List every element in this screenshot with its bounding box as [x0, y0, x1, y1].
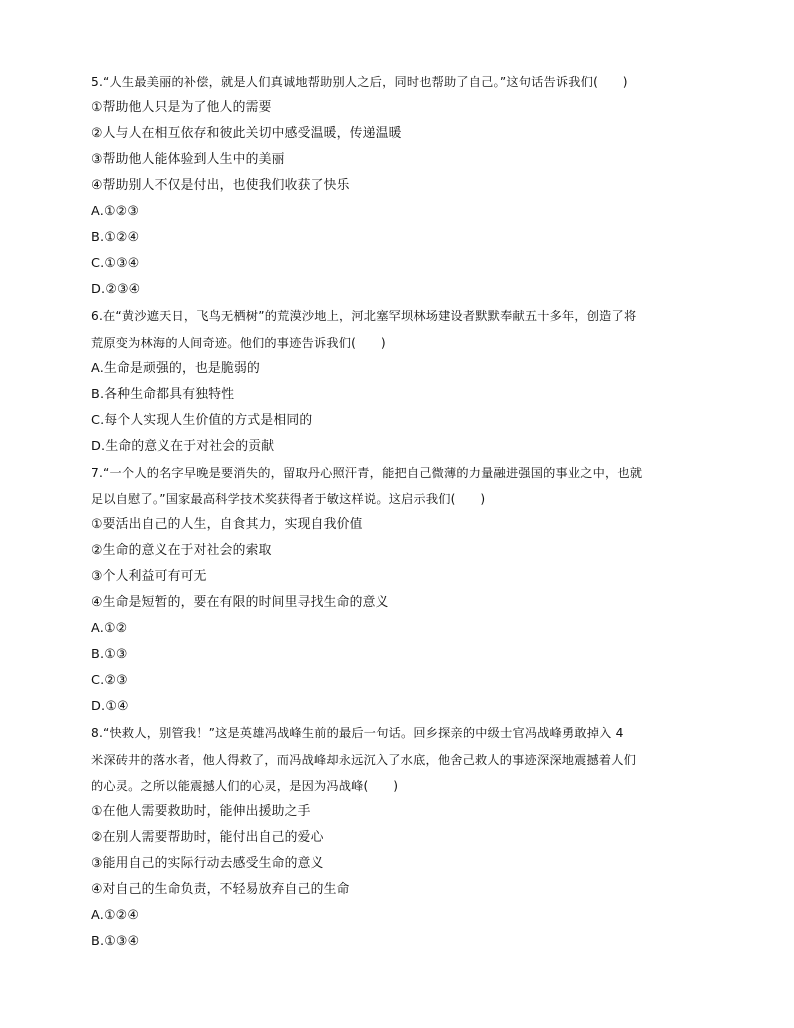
- option-a: A.生命是顽强的，也是脆弱的: [91, 360, 260, 376]
- statement: ③能用自己的实际行动去感受生命的意义: [91, 856, 324, 871]
- option-d: D.②③④: [91, 282, 141, 297]
- statement: ②在别人需要帮助时，能付出自己的爱心: [91, 830, 324, 845]
- option-a: A.①②③: [91, 204, 140, 219]
- statement: ①帮助他人只是为了他人的需要: [91, 100, 272, 115]
- question-5: [91, 69, 703, 303]
- statement: ②人与人在相互依存和彼此关切中感受温暖，传递温暖: [91, 126, 402, 141]
- question-stem: 8.“快救人，别管我！”这是英雄冯战峰生前的最后一句话。回乡探亲的中级士官冯战峰勇敢掉入 4: [91, 726, 624, 740]
- statement: ①要活出自己的人生，自食其力，实现自我价值: [91, 517, 363, 532]
- option-d: D.①④: [91, 699, 129, 714]
- question-stem: 荒原变为林海的人间奇迹。他们的事迹告诉我们( ): [91, 335, 386, 350]
- question-stem: 5.“人生最美丽的补偿，就是人们真诚地帮助别人之后，同时也帮助了自己。”这句话告诉我们( ): [91, 75, 628, 89]
- question-stem: 的心灵。之所以能震撼人们的心灵，是因为冯战峰( ): [91, 779, 399, 793]
- question-stem: 米深砖井的落水者，他人得救了，而冯战峰却永远沉入了水底，他舍己救人的事迹深深地震撼着人们: [91, 752, 637, 767]
- option-a: A.①②: [91, 621, 128, 636]
- question-stem: 7.“一个人的名字早晚是要消失的，留取丹心照汗青，能把自己微薄的力量融进强国的事业之中，也就: [91, 465, 643, 480]
- statement: ③个人利益可有可无: [91, 569, 207, 584]
- option-b: B.各种生命都具有独特性: [91, 386, 235, 402]
- option-a: A.①②④: [91, 908, 140, 923]
- question-7: [91, 460, 703, 721]
- option-b: B.①③: [91, 647, 128, 662]
- question-6: [91, 303, 703, 460]
- statement: ④帮助别人不仅是付出，也使我们收获了快乐: [91, 178, 350, 193]
- statement: ④生命是短暂的，要在有限的时间里寻找生命的意义: [91, 595, 389, 610]
- option-c: C.①③④: [91, 256, 140, 271]
- option-b: B.①③④: [91, 934, 140, 949]
- option-c: C.②③: [91, 673, 128, 688]
- statement: ②生命的意义在于对社会的索取: [91, 543, 272, 558]
- option-c: C.每个人实现人生价值的方式是相同的: [91, 412, 313, 428]
- option-d: D.生命的意义在于对社会的贡献: [91, 438, 275, 454]
- statement: ①在他人需要救助时，能伸出援助之手: [91, 804, 311, 819]
- statement: ④对自己的生命负责，不轻易放弃自己的生命: [91, 882, 350, 897]
- statement: ③帮助他人能体验到人生中的美丽: [91, 152, 285, 167]
- question-8: [91, 720, 703, 955]
- question-stem: 足以自慰了。”国家最高科学技术奖获得者于敏这样说。这启示我们( ): [91, 492, 486, 506]
- option-b: B.①②④: [91, 230, 140, 245]
- question-stem: 6.在“黄沙遮天日，飞鸟无栖树”的荒漠沙地上，河北塞罕坝林场建设者默默奉献五十多年，创造了将: [91, 309, 637, 323]
- document-page: [91, 69, 703, 955]
